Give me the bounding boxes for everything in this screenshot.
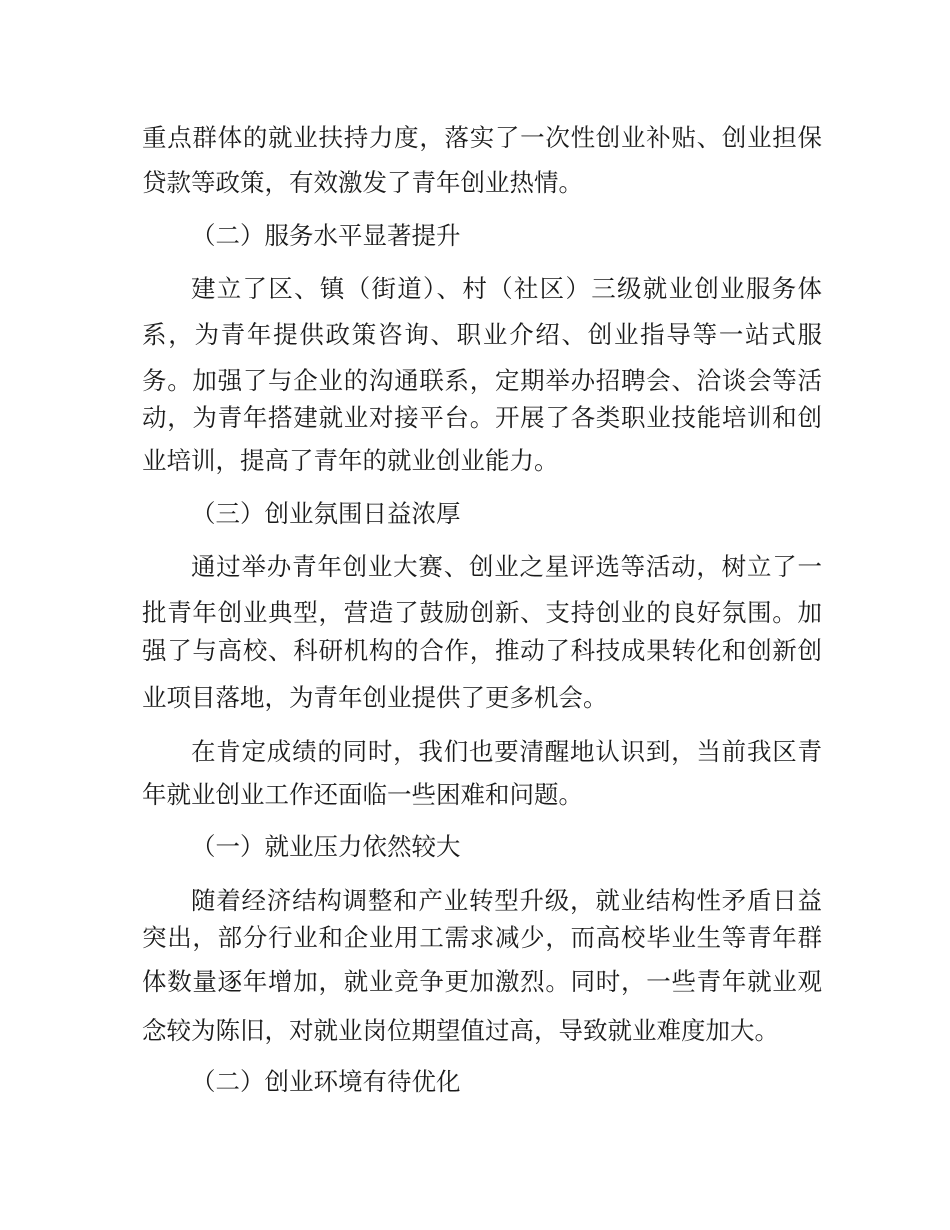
body-text-line: 动，为青年搭建就业对接平台。开展了各类职业技能培训和创: [142, 403, 822, 432]
section-heading: （二）创业环境有待优化: [191, 1067, 461, 1096]
body-text-line: 批青年创业典型，营造了鼓励创新、支持创业的良好氛围。加: [142, 598, 822, 627]
body-text-line: 业培训，提高了青年的就业创业能力。: [142, 446, 559, 475]
section-heading: （三）创业氛围日益浓厚: [191, 499, 461, 528]
body-text-line: 体数量逐年增加，就业竞争更加激烈。同时，一些青年就业观: [142, 967, 822, 996]
paragraph-first-line: 通过举办青年创业大赛、创业之星评选等活动，树立了一: [191, 552, 822, 581]
body-text-line: 务。加强了与企业的沟通联系，定期举办招聘会、洽谈会等活: [142, 366, 822, 395]
section-heading: （一）就业压力依然较大: [191, 832, 461, 861]
section-heading: （二）服务水平显著提升: [191, 221, 461, 250]
body-text-line: 强了与高校、科研机构的合作，推动了科技成果转化和创新创: [142, 636, 822, 665]
body-text-line: 念较为陈旧，对就业岗位期望值过高，导致就业难度加大。: [142, 1016, 779, 1045]
body-text-line: 年就业创业工作还面临一些困难和问题。: [142, 780, 583, 809]
body-text-line: 突出，部分行业和企业用工需求减少，而高校毕业生等青年群: [142, 923, 822, 952]
paragraph-first-line: 随着经济结构调整和产业转型升级，就业结构性矛盾日益: [191, 886, 822, 915]
body-text-line: 业项目落地，为青年创业提供了更多机会。: [142, 683, 608, 712]
body-text-line: 系，为青年提供政策咨询、职业介绍、创业指导等一站式服: [142, 320, 822, 349]
paragraph-first-line: 建立了区、镇（街道）、村（社区）三级就业创业服务体: [191, 274, 822, 303]
body-text-line: 贷款等政策，有效激发了青年创业热情。: [142, 168, 583, 197]
paragraph-first-line: 在肯定成绩的同时，我们也要清醒地认识到，当前我区青: [191, 737, 822, 766]
body-text-line: 重点群体的就业扶持力度，落实了一次性创业补贴、创业担保: [142, 123, 822, 152]
